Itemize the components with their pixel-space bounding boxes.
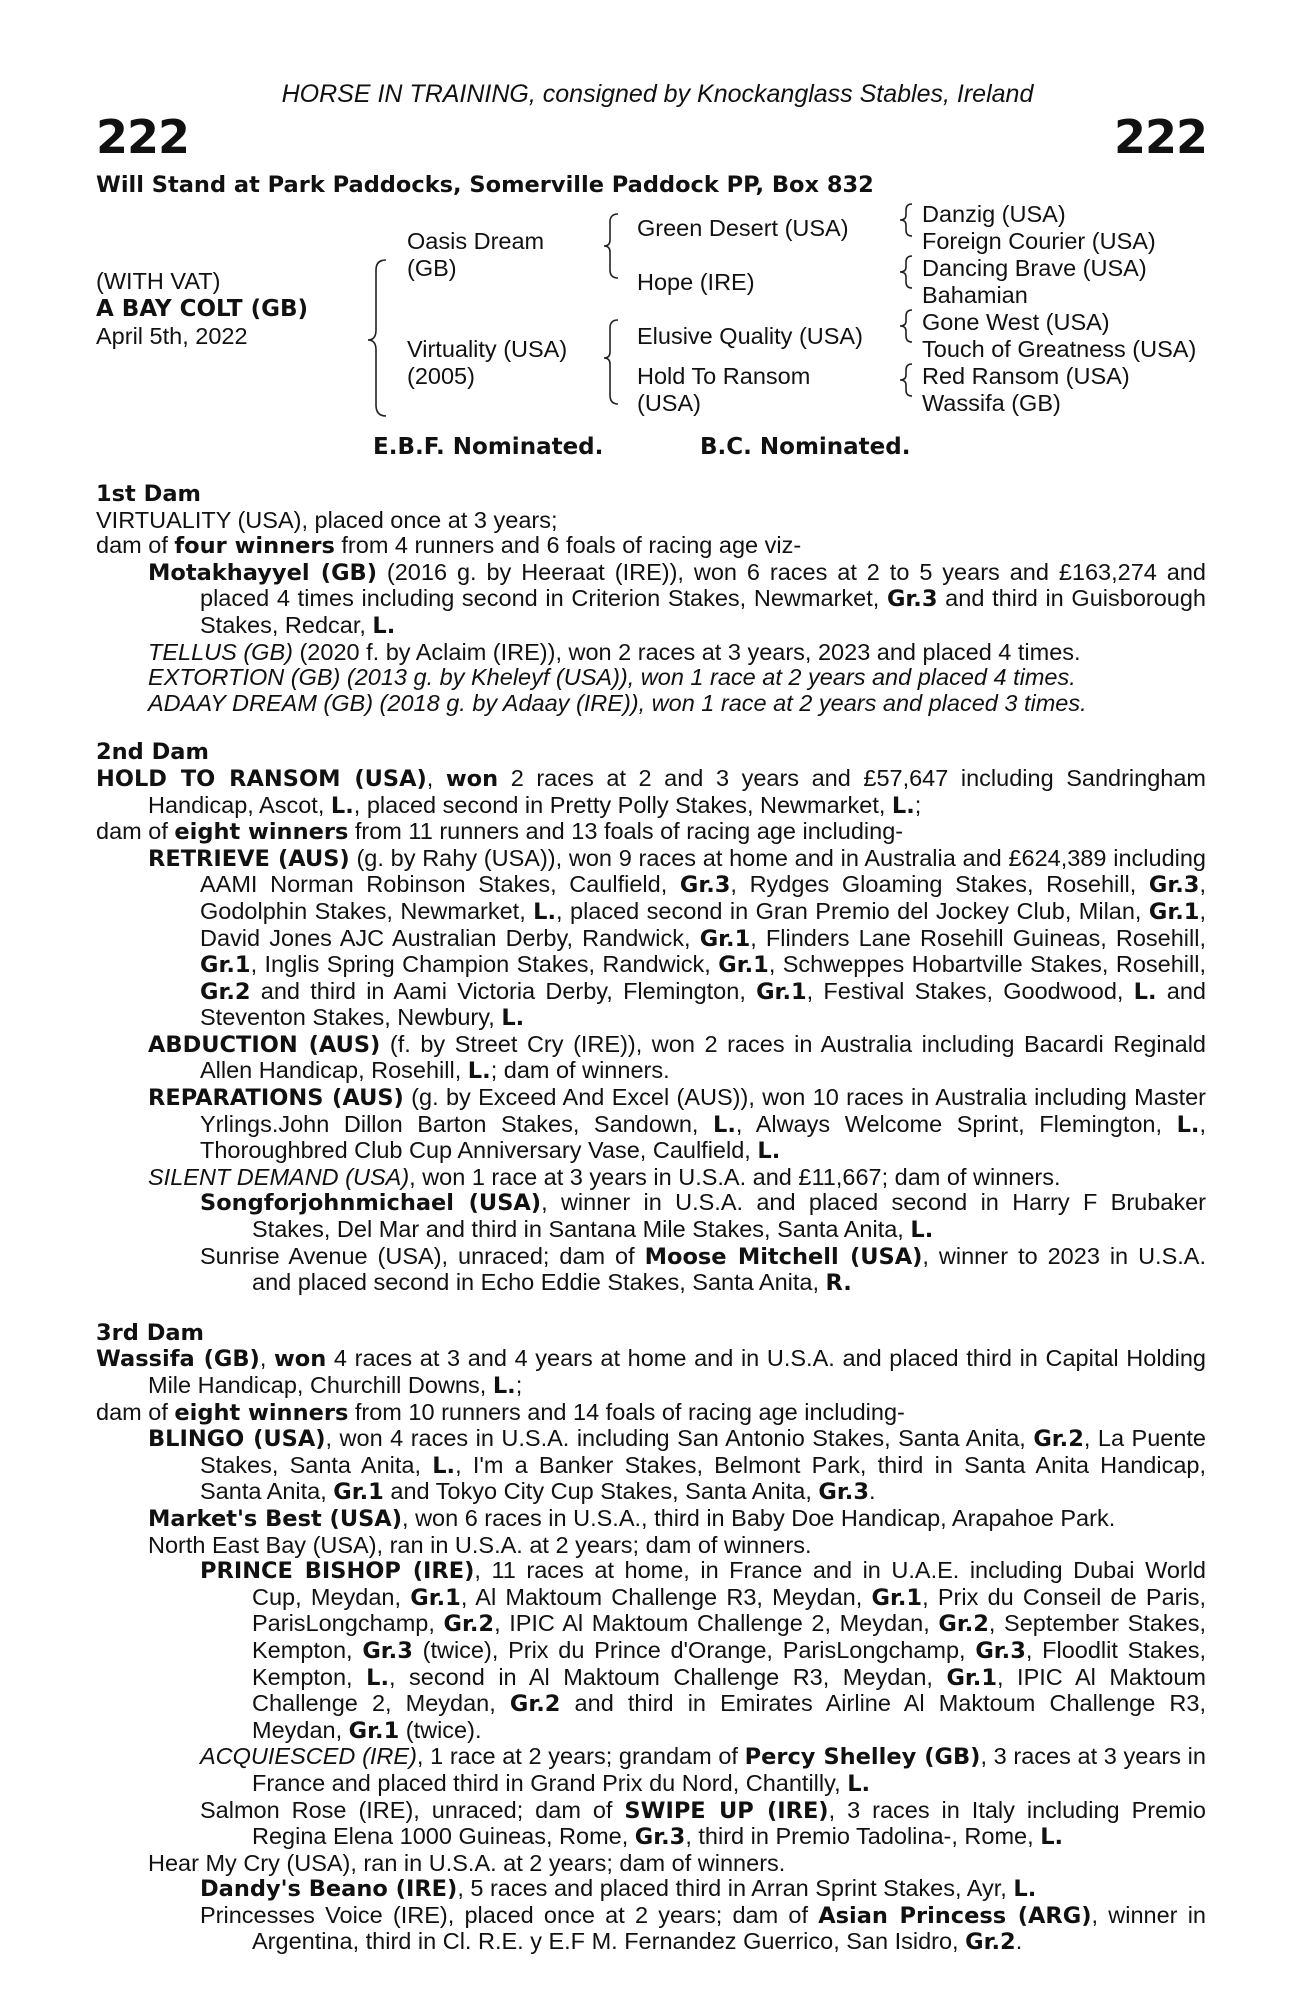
entry-songforjohnmichael: Songforjohnmichael (USA), winner in U.S.A. and placed second in Harry F Brubaker Stakes, Del Mar and third in Santana Mile Stakes, Santa Anita, L.: [200, 1189, 1206, 1244]
entry-prince-bishop: PRINCE BISHOP (IRE), 11 races at home, in France and in U.A.E. including Dubai World Cup, Meydan, Gr.1, Al Maktoum Challenge R3, Meydan, Gr.1, Prix du Conseil de Paris, ParisLongchamp, Gr.2, IPIC Al Maktoum Challenge 2, Meydan, Gr.2, September Stakes, Kempton, Gr.3 (twice), Prix du Prince d'Orange, ParisLongchamp, Gr.3, Floodlit Stakes, Kempton, L., second in Al Maktoum Challenge R3, Meydan, Gr.1, IPIC Al Maktoum Challenge 2, Meydan, Gr.2 and third in Emirates Airline Al Maktoum Challenge R3, Meydan, Gr.1 (twice).: [200, 1557, 1207, 1744]
entry-tellus: TELLUS (GB) (2020 f. by Aclaim (IRE)), won 2 races at 3 years, 2023 and placed 4 times.: [148, 638, 1081, 665]
entry-sunrise-avenue: Sunrise Avenue (USA), unraced; dam of Moose Mitchell (USA), winner to 2023 in U.S.A. and placed second in Echo Eddie Stakes, Santa Anita, R.: [200, 1242, 1206, 1297]
third-dam-summary: Wassifa (GB), won 4 races at 3 and 4 years at home and in U.S.A. and placed third in Capital Holding Mile Handicap, Churchill Downs, L.;: [96, 1345, 1206, 1399]
third-dam-heading: 3rd Dam: [96, 1319, 204, 1346]
third-dam-produce: dam of eight winners from 10 runners and 14 foals of racing age including-: [96, 1398, 905, 1426]
entry-extortion: EXTORTION (GB) (2013 g. by Kheleyf (USA)), won 1 race at 2 years and placed 4 times.: [148, 664, 1076, 691]
entry-abduction: ABDUCTION (AUS) (f. by Street Cry (IRE)), won 2 races in Australia including Bacardi Reginald Allen Handicap, Rosehill, L.; dam of winners.: [148, 1030, 1206, 1085]
sds: Dancing Brave (USA): [922, 255, 1147, 281]
vat-note: (WITH VAT): [96, 268, 221, 294]
dsd: Touch of Greatness (USA): [922, 336, 1197, 362]
entry-dandys-beano: Dandy's Beano (IRE), 5 races and placed third in Arran Sprint Stakes, Ayr, L.: [200, 1875, 1037, 1903]
dss: Gone West (USA): [922, 309, 1110, 335]
sire-dam: Hope (IRE): [637, 269, 755, 295]
sdd: Bahamian: [922, 282, 1028, 308]
dds: Red Ransom (USA): [922, 363, 1130, 389]
entry-salmon-rose: Salmon Rose (IRE), unraced; dam of SWIPE UP (IRE), 3 races in Italy including Premio Regina Elena 1000 Guineas, Rome, Gr.3, third in Premio Tadolina-, Rome, L.: [200, 1796, 1207, 1851]
sire-name: Oasis Dream: [407, 228, 545, 254]
first-dam-summary: VIRTUALITY (USA), placed once at 3 years;: [96, 506, 558, 533]
sire-country: (GB): [407, 255, 457, 281]
entry-blingo: BLINGO (USA), won 4 races in U.S.A. including San Antonio Stakes, Santa Anita, Gr.2, La Puente Stakes, Santa Anita, L., I'm a Banker Stakes, Belmont Park, third in Santa Anita Handicap, Santa Anita, Gr.1 and Tokyo City Cup Stakes, Santa Anita, Gr.3.: [148, 1425, 1206, 1506]
second-dam-produce: dam of eight winners from 11 runners and 13 foals of racing age including-: [96, 818, 904, 846]
entry-princesses-voice: Princesses Voice (IRE), placed once at 2 years; dam of Asian Princess (ARG), winner in Argentina, third in Cl. R.E. y E.F M. Fernandez Guerrico, San Isidro, Gr.2.: [200, 1901, 1207, 1956]
second-dam-summary: HOLD TO RANSOM (USA), won 2 races at 2 and 3 years and £57,647 including Sandringham Handicap, Ascot, L., placed second in Pretty Polly Stakes, Newmarket, L.;: [96, 764, 1206, 819]
lot-number-right: 222: [1113, 110, 1207, 164]
dam-sire: Elusive Quality (USA): [637, 323, 863, 349]
second-dam-heading: 2nd Dam: [96, 739, 209, 766]
entry-reparations: REPARATIONS (AUS) (g. by Exceed And Excel (AUS)), won 10 races in Australia including Master Yrlings.John Dillon Barton Stakes, Sandown, L., Always Welcome Sprint, Flemington, L., Thoroughbred Club Cup Anniversary Vase, Caulfield, L.: [148, 1084, 1206, 1165]
entry-hear-my-cry: Hear My Cry (USA), ran in U.S.A. at 2 years; dam of winners.: [148, 1849, 786, 1876]
first-dam-produce: dam of four winners from 4 runners and 6 foals of racing age viz-: [96, 532, 802, 560]
produce-record: [96, 482, 1206, 1956]
dam-year: (2005): [407, 363, 475, 389]
ddd: Wassifa (GB): [922, 390, 1061, 416]
bc-nomination: B.C. Nominated.: [700, 434, 911, 460]
dam-name: Virtuality (USA): [407, 336, 568, 362]
entry-markets-best: Market's Best (USA), won 6 races in U.S.A., third in Baby Doe Handicap, Arapahoe Park.: [148, 1504, 1116, 1532]
stand-location: Will Stand at Park Paddocks, Somerville Paddock PP, Box 832: [96, 172, 874, 198]
entry-north-east-bay: North East Bay (USA), ran in U.S.A. at 2 years; dam of winners.: [148, 1531, 812, 1558]
entry-silent-demand: SILENT DEMAND (USA), won 1 race at 3 years in U.S.A. and £11,667; dam of winners.: [148, 1163, 1061, 1190]
entry-motakhayyel: Motakhayyel (GB) (2016 g. by Heeraat (IRE)), won 6 races at 2 to 5 years and £163,274 and placed 4 times including second in Criterion Stakes, Newmarket, Gr.3 and third in Guisborough Stakes, Redcar, L.: [148, 558, 1206, 639]
lot-number-left: 222: [96, 110, 190, 164]
entry-acquiesced: ACQUIESCED (IRE), 1 race at 2 years; grandam of Percy Shelley (GB), 3 races at 3 years in France and placed third in Grand Prix du Nord, Chantilly, L.: [200, 1743, 1206, 1797]
ssd: Foreign Courier (USA): [922, 228, 1156, 254]
ebf-nomination: E.B.F. Nominated.: [373, 434, 604, 460]
entry-retrieve: RETRIEVE (AUS) (g. by Rahy (USA)), won 9 races at home and in Australia and £624,389 including AAMI Norman Robinson Stakes, Caulfield, Gr.3, Rydges Gloaming Stakes, Rosehill, Gr.3, Godolphin Stakes, Newmarket, L., placed second in Gran Premio del Jockey Club, Milan, Gr.1, David Jones AJC Australian Derby, Randwick, Gr.1, Flinders Lane Rosehill Guineas, Rosehill, Gr.1, Inglis Spring Champion Stakes, Randwick, Gr.1, Schweppes Hobartville Stakes, Rosehill, Gr.2 and third in Aami Victoria Derby, Flemington, Gr.1, Festival Stakes, Goodwood, L. and Steventon Stakes, Newbury, L.: [148, 844, 1207, 1032]
first-dam-heading: 1st Dam: [96, 481, 201, 507]
foaling-date: April 5th, 2022: [96, 323, 248, 349]
sss: Danzig (USA): [922, 201, 1066, 227]
horse-name: A BAY COLT (GB): [96, 296, 309, 322]
entry-adaay-dream: ADAAY DREAM (GB) (2018 g. by Adaay (IRE)), won 1 race at 2 years and placed 3 times.: [148, 689, 1087, 716]
sire-sire: Green Desert (USA): [637, 215, 849, 241]
catalogue-header: HORSE IN TRAINING, consigned by Knockanglass Stables, Ireland: [281, 80, 1034, 108]
dam-dam: Hold To Ransom: [637, 363, 811, 389]
dam-dam-country: (USA): [637, 390, 701, 416]
